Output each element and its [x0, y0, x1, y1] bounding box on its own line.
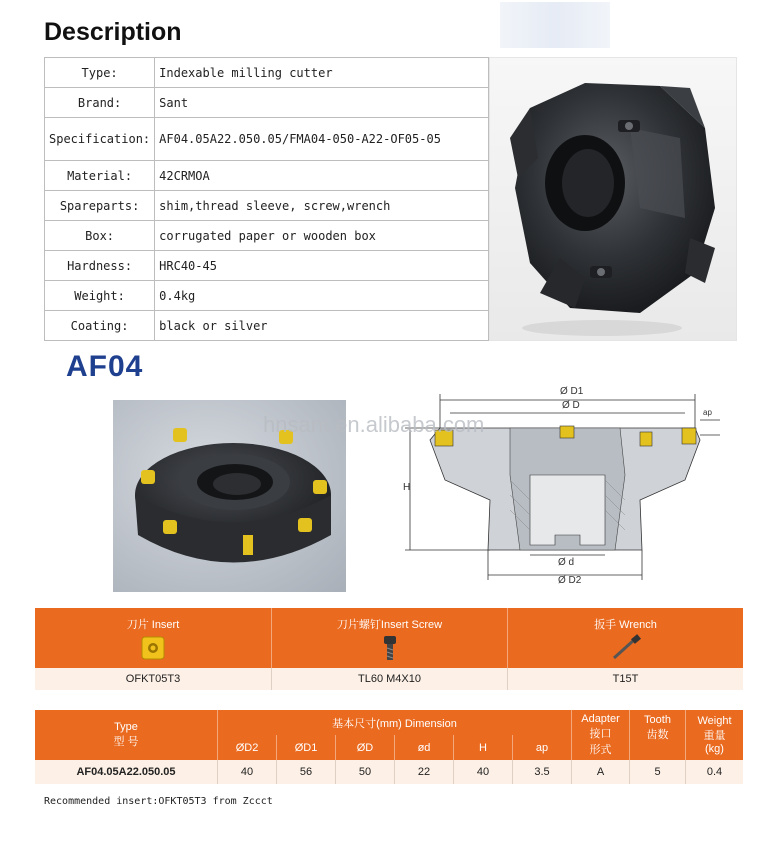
table-row: [45, 191, 489, 221]
spec-key: Hardness:: [45, 251, 155, 281]
weight-header-cn2: (kg): [705, 743, 724, 755]
screw-icon: [378, 634, 402, 664]
col-d1: ØD1: [277, 735, 336, 760]
table-row: [45, 161, 489, 191]
spec-value: Indexable milling cutter: [155, 58, 489, 88]
weight-header-cn1: 重量: [703, 730, 726, 742]
label-d1: Ø D1: [560, 386, 584, 397]
spec-key: Spareparts:: [45, 191, 155, 221]
type-header: [35, 710, 218, 760]
row-tooth: 5: [630, 760, 686, 784]
weight-header-en: Weight: [697, 715, 732, 727]
adapter-header-en: Adapter: [581, 713, 620, 725]
table-row: [45, 251, 489, 281]
tooth-header: [630, 710, 686, 760]
wrench-icon: [608, 634, 642, 662]
col-d2: ØD2: [218, 735, 277, 760]
insert-value: OFKT05T3: [35, 668, 272, 690]
spec-key: Weight:: [45, 281, 155, 311]
screw-value: TL60 M4X10: [272, 668, 508, 690]
row-d2: 40: [218, 760, 277, 784]
row-h: 40: [454, 760, 513, 784]
spec-value: 0.4kg: [155, 281, 489, 311]
col-ap: ap: [513, 735, 572, 760]
technical-drawing: [400, 380, 730, 585]
row-d: 50: [336, 760, 395, 784]
insert-label: 刀片 Insert: [126, 619, 180, 631]
label-h: H: [403, 482, 411, 493]
tooth-header-cn: 齿数: [646, 729, 669, 741]
product-photo-top: [489, 57, 737, 341]
label-d: Ø D: [562, 400, 580, 411]
spec-value: Sant: [155, 88, 489, 118]
screw-label: 刀片螺钉Insert Screw: [336, 619, 443, 631]
adapter-header-cn1: 接口: [589, 728, 612, 740]
row-weight: 0.4: [686, 760, 743, 784]
milling-cutter-image: [490, 58, 738, 342]
spec-value: corrugated paper or wooden box: [155, 221, 489, 251]
label-d2: Ø D2: [558, 575, 582, 585]
row-ap: 3.5: [513, 760, 572, 784]
recommend-note: Recommended insert:OFKT05T3 from Zccct: [44, 796, 273, 807]
insert-icon: [139, 634, 167, 662]
label-ap: ap: [703, 408, 712, 417]
spec-value: black or silver: [155, 311, 489, 341]
spec-value: shim,thread sleeve, screw,wrench: [155, 191, 489, 221]
wrench-label: 扳手 Wrench: [594, 619, 657, 631]
col-h: H: [454, 735, 513, 760]
table-row: [45, 118, 489, 161]
type-header-cn: 型 号: [113, 736, 139, 748]
page-title: Description: [44, 18, 182, 46]
table-row: [45, 88, 489, 118]
logo-watermark: [500, 2, 610, 48]
spec-key: Material:: [45, 161, 155, 191]
spec-key: Type:: [45, 58, 155, 88]
spec-value: HRC40-45: [155, 251, 489, 281]
wrench-column: [508, 608, 743, 668]
basic-size-header: 基本尺寸(mm) Dimension: [218, 710, 572, 735]
adapter-header-cn2: 形式: [589, 744, 612, 756]
label-bore: Ø d: [558, 557, 575, 568]
spec-key: Specification:: [45, 118, 155, 161]
spec-table: [44, 57, 489, 341]
screw-column: [272, 608, 508, 668]
spec-key: Brand:: [45, 88, 155, 118]
col-d: ØD: [336, 735, 395, 760]
dimension-table: [35, 710, 743, 784]
wrench-value: T15T: [508, 668, 743, 690]
spec-key: Box:: [45, 221, 155, 251]
model-heading: AF04: [66, 350, 144, 383]
row-bore: 22: [395, 760, 454, 784]
row-adapter: A: [572, 760, 630, 784]
row-type: AF04.05A22.050.05: [35, 760, 218, 784]
spec-value: 42CRMOA: [155, 161, 489, 191]
col-bore: ød: [395, 735, 454, 760]
table-row: [45, 58, 489, 88]
table-row: [45, 281, 489, 311]
spec-key: Coating:: [45, 311, 155, 341]
table-row: [45, 311, 489, 341]
parts-table: [35, 608, 743, 690]
type-header-en: Type: [114, 721, 138, 733]
table-row: [45, 221, 489, 251]
insert-column: [35, 608, 272, 668]
watermark-text: hnsant.en.alibaba.com: [263, 412, 485, 437]
adapter-header: [572, 710, 630, 760]
weight-header: [686, 710, 743, 760]
row-d1: 56: [277, 760, 336, 784]
tooth-header-en: Tooth: [644, 714, 671, 726]
spec-value: AF04.05A22.050.05/FMA04-050-A22-OF05-05: [155, 118, 489, 161]
